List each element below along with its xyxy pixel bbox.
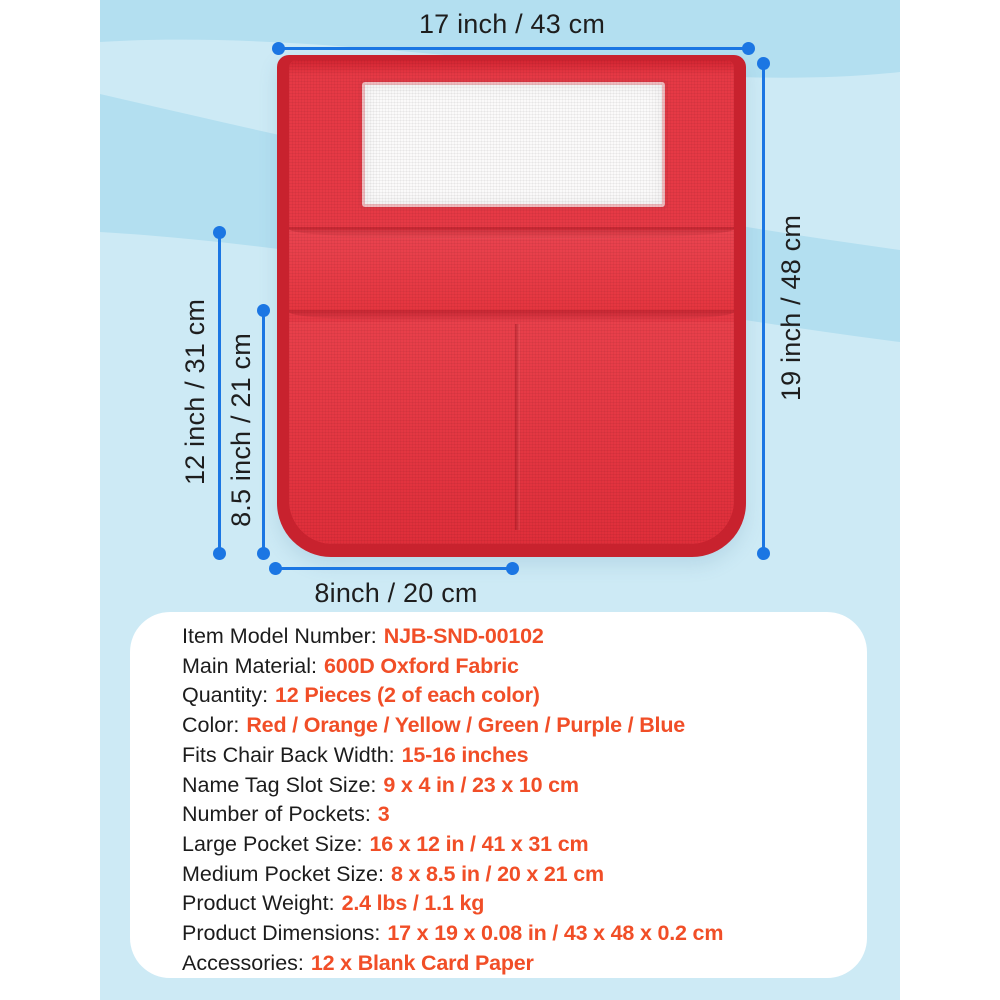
spec-panel — [130, 612, 867, 978]
spec-row-material: Main Material: 600D Oxford Fabric — [182, 653, 519, 678]
spec-row-product-dimensions: Product Dimensions: 17 x 19 x 0.08 in / 43 x 48 x 0.2 cm — [182, 921, 724, 946]
dimension-line-right — [762, 63, 765, 553]
medium-pocket — [289, 230, 734, 310]
front-pockets — [289, 322, 734, 544]
dimension-label-large-pocket-height: 12 inch / 31 cm — [180, 298, 210, 486]
dimension-line-left-outer — [218, 232, 221, 553]
dimension-endpoint-dot — [213, 226, 226, 239]
dimension-endpoint-dot — [269, 562, 282, 575]
dimension-label-right-height: 19 inch / 48 cm — [776, 214, 806, 402]
spec-row-pocket-count: Number of Pockets: 3 — [182, 802, 390, 827]
chair-pocket-product — [277, 55, 746, 557]
chair-pocket-front-panel — [289, 60, 734, 544]
dimension-line-bottom — [275, 567, 512, 570]
pocket-top-hem — [289, 60, 734, 75]
name-tag-window — [362, 82, 665, 207]
dimension-endpoint-dot — [757, 57, 770, 70]
spec-row-chair-back-width: Fits Chair Back Width: 15-16 inches — [182, 742, 529, 767]
dimension-endpoint-dot — [213, 547, 226, 560]
spec-row-color: Color: Red / Orange / Yellow / Green / Purple / Blue — [182, 713, 686, 738]
dimension-endpoint-dot — [257, 304, 270, 317]
dimension-label-top-width: 17 inch / 43 cm — [418, 9, 606, 39]
spec-row-accessories: Accessories: 12 x Blank Card Paper — [182, 950, 534, 975]
dimension-endpoint-dot — [506, 562, 519, 575]
dimension-endpoint-dot — [757, 547, 770, 560]
pocket-seam-lower — [289, 310, 734, 322]
dimension-label-bottom-width: 8inch / 20 cm — [314, 578, 478, 608]
dimension-endpoint-dot — [272, 42, 285, 55]
spec-row-large-pocket: Large Pocket Size: 16 x 12 in / 41 x 31 cm — [182, 831, 589, 856]
spec-row-name-tag-slot: Name Tag Slot Size: 9 x 4 in / 23 x 10 cm — [182, 772, 579, 797]
dimension-endpoint-dot — [742, 42, 755, 55]
dimension-endpoint-dot — [257, 547, 270, 560]
dimension-line-top — [278, 47, 748, 50]
spec-row-model-number: Item Model Number: NJB-SND-00102 — [182, 624, 544, 648]
spec-row-medium-pocket: Medium Pocket Size: 8 x 8.5 in / 20 x 21 cm — [182, 861, 604, 886]
spec-row-weight: Product Weight: 2.4 lbs / 1.1 kg — [182, 891, 485, 916]
spec-row-quantity: Quantity: 12 Pieces (2 of each color) — [182, 683, 540, 708]
dimension-label-medium-pocket-height: 8.5 inch / 21 cm — [226, 333, 256, 527]
pocket-divider-stitch — [515, 324, 520, 530]
dimension-line-left-inner — [262, 310, 265, 553]
